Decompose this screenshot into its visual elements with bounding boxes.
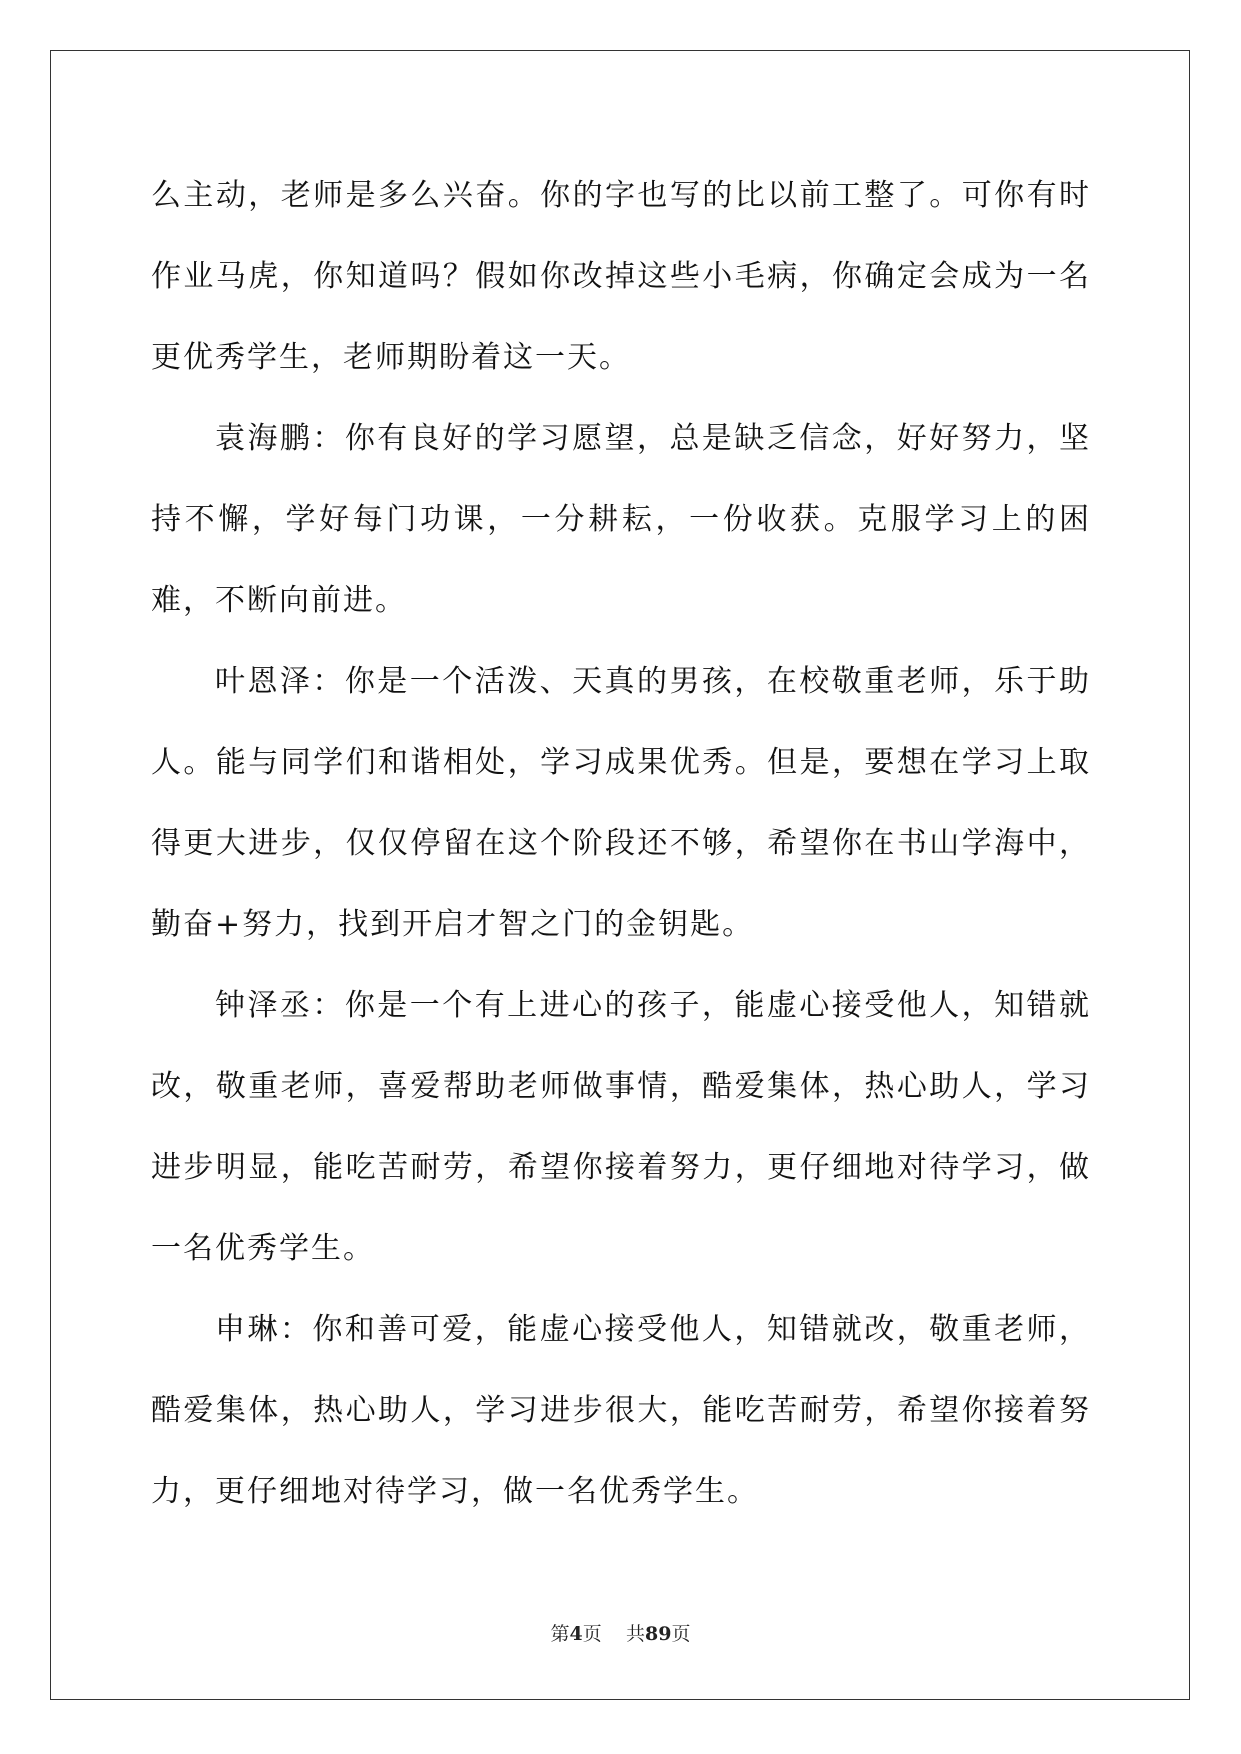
total-prefix: 共	[625, 1623, 645, 1645]
paragraph-continuation: 么主动，老师是多么兴奋。你的字也写的比以前工整了。可你有时作业马虎，你知道吗？假如你改掉这些小毛病，你确定会成为一名更优秀学生，老师期盼着这一天。	[151, 178, 1091, 375]
page-prefix: 第	[550, 1623, 570, 1645]
paragraph-comment-shen-lin: 申琳：你和善可爱，能虚心接受他人，知错就改，敬重老师，酷爱集体，热心助人，学习进步很大，能吃苦耐劳，希望你接着努力，更仔细地对待学习，做一名优秀学生。	[151, 1312, 1091, 1509]
paragraph-comment-ye-enze: 叶恩泽：你是一个活泼、天真的男孩，在校敬重老师，乐于助人。能与同学们和谐相处，学习成果优秀。但是，要想在学习上取得更大进步，仅仅停留在这个阶段还不够，希望你在书山学海中，勤奋+努力，找到开启才智之门的金钥匙。	[151, 664, 1091, 942]
total-pages: 89	[644, 1623, 672, 1645]
paragraph-comment-zhong-zecheng: 钟泽丞：你是一个有上进心的孩子，能虚心接受他人，知错就改，敬重老师，喜爱帮助老师做事情，酷爱集体，热心助人，学习进步明显，能吃苦耐劳，希望你接着努力，更仔细地对待学习，做一名优秀学生。	[151, 988, 1091, 1266]
total-suffix: 页	[671, 1623, 691, 1645]
document-body	[151, 155, 1091, 1532]
paragraph-comment-yuan-haipeng: 袁海鹏：你有良好的学习愿望，总是缺乏信念，好好努力，坚持不懈，学好每门功课，一分耕耘，一份收获。克服学习上的困难，不断向前进。	[151, 421, 1091, 618]
page-suffix: 页	[582, 1623, 602, 1645]
page-footer	[0, 1622, 1241, 1646]
page-number: 4	[569, 1623, 583, 1645]
